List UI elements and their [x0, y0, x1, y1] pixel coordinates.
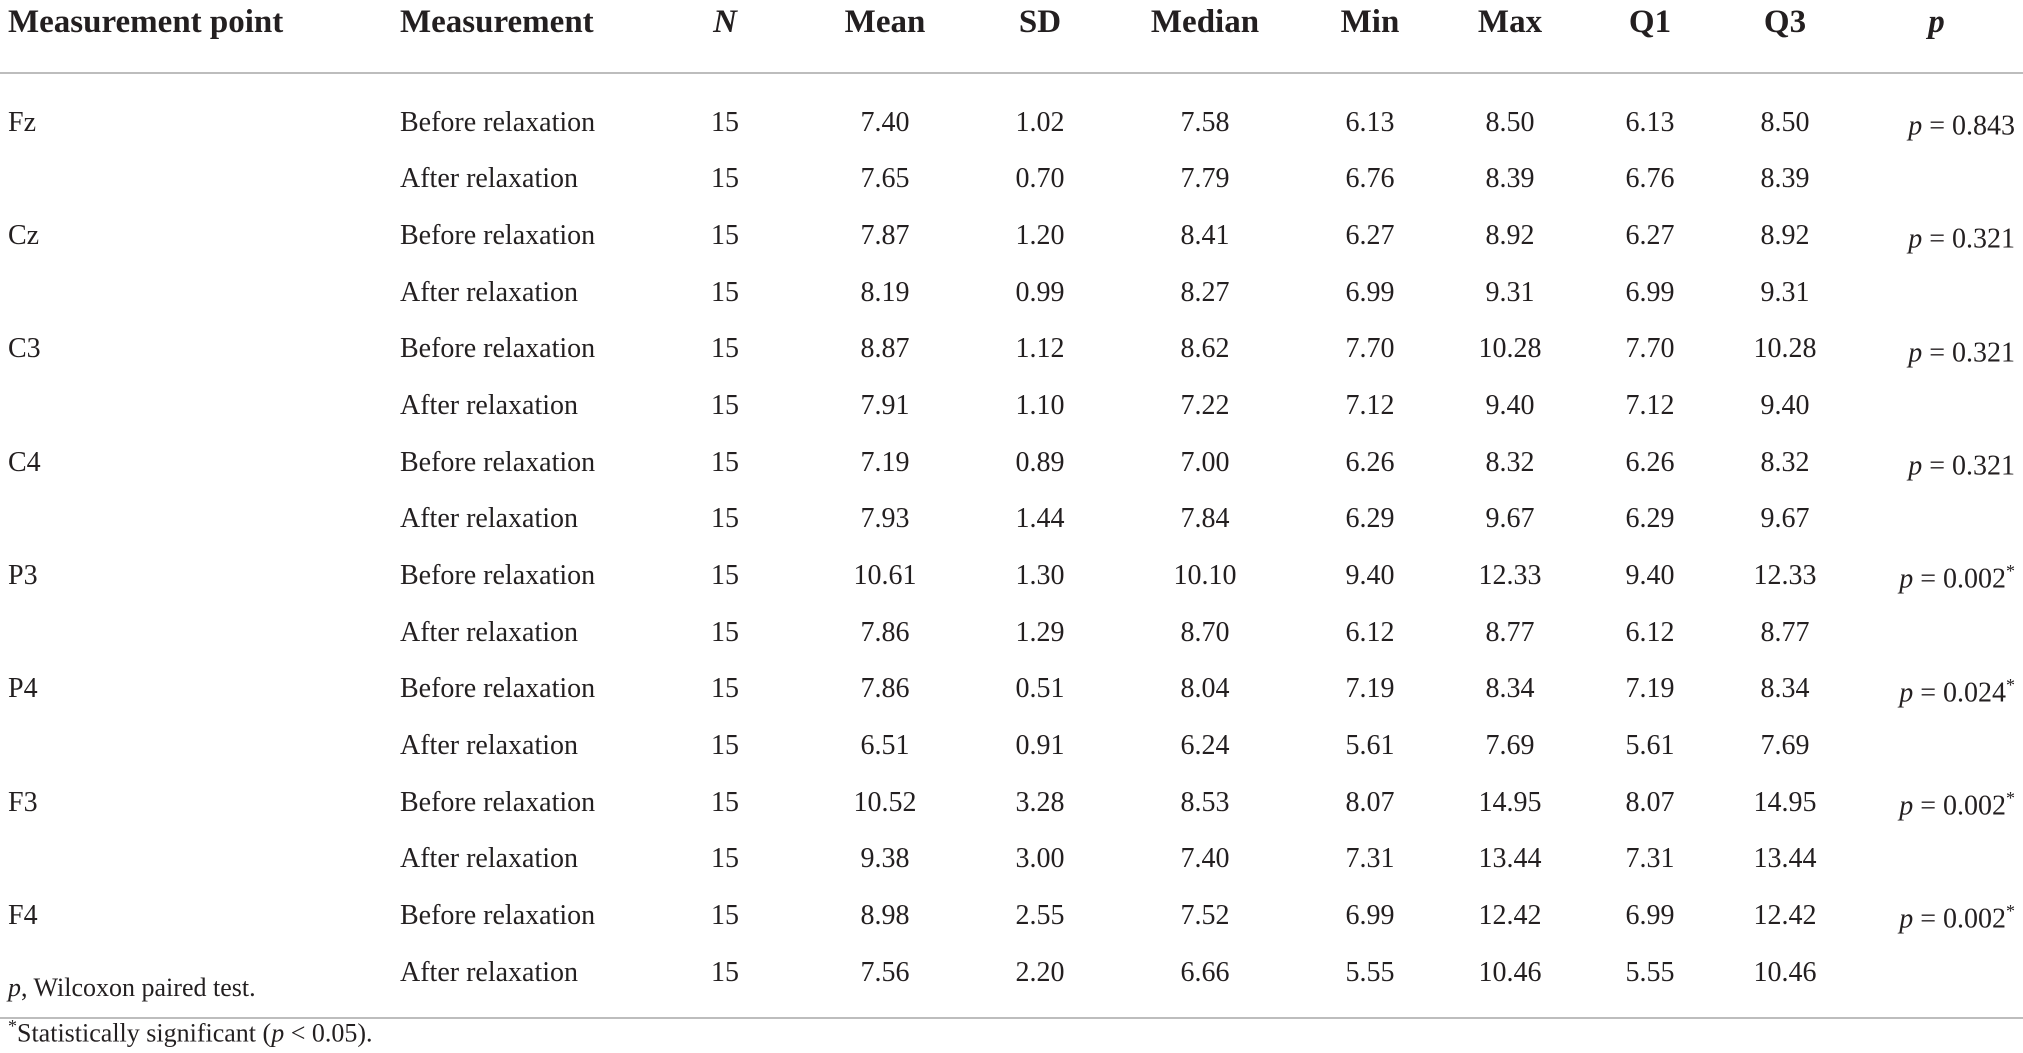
cell-p-symbol: p	[1899, 790, 1914, 822]
table-body	[0, 73, 2023, 1018]
cell-measurement: Before relaxation	[400, 786, 596, 818]
cell-p	[1850, 719, 2023, 772]
footnote-test-text: , Wilcoxon paired test.	[21, 973, 256, 1002]
cell-p-value: = 0.321	[1922, 223, 2015, 255]
table-row	[0, 432, 2023, 492]
cell-p	[1850, 152, 2023, 205]
footnote-star: *	[8, 1016, 17, 1036]
cell-min: 9.40	[1345, 559, 1395, 591]
cell-p-symbol: p	[1899, 563, 1914, 595]
cell-p-symbol: p	[1908, 336, 1923, 368]
cell-min: 8.07	[1345, 786, 1395, 818]
cell-measurement: After relaxation	[400, 276, 579, 308]
table-row	[0, 545, 2023, 605]
cell-measurement: Before relaxation	[400, 333, 596, 365]
table-row	[0, 719, 2023, 772]
cell-median: 7.58	[1180, 106, 1230, 138]
cell-p-symbol: p	[1908, 110, 1923, 142]
cell-q3: 12.42	[1753, 899, 1817, 931]
cell-q1: 8.07	[1625, 786, 1675, 818]
cell-q1: 7.70	[1625, 333, 1675, 365]
cell-min: 6.29	[1345, 503, 1395, 535]
cell-median: 8.70	[1180, 616, 1230, 648]
cell-mean: 7.65	[860, 163, 910, 195]
table-row	[0, 319, 2023, 379]
footnote-p-symbol: p	[8, 973, 21, 1002]
cell-sd: 1.12	[1015, 333, 1065, 365]
table-row	[0, 885, 2023, 945]
cell-p	[1850, 545, 2023, 605]
cell-p-value: = 0.002	[1913, 903, 2006, 935]
cell-median: 10.10	[1173, 559, 1237, 591]
cell-n: 15	[711, 219, 739, 251]
cell-max: 8.34	[1485, 673, 1535, 705]
cell-q1: 6.27	[1625, 219, 1675, 251]
cell-sd: 1.44	[1015, 503, 1065, 535]
table-row	[0, 73, 2023, 152]
table-footnotes	[8, 968, 373, 1053]
cell-n: 15	[711, 786, 739, 818]
cell-measurement-point: P4	[8, 673, 38, 705]
header-q3: Q3	[1763, 4, 1807, 40]
cell-min: 7.12	[1345, 389, 1395, 421]
cell-measurement: After relaxation	[400, 956, 579, 988]
cell-mean: 8.98	[860, 899, 910, 931]
header-measurement-point: Measurement point	[8, 4, 284, 40]
cell-mean: 7.56	[860, 956, 910, 988]
cell-min: 5.61	[1345, 729, 1395, 761]
footnote-test	[8, 968, 373, 1007]
cell-q1: 6.76	[1625, 163, 1675, 195]
cell-mean: 10.52	[853, 786, 917, 818]
cell-mean: 7.19	[860, 446, 910, 478]
cell-max: 12.42	[1478, 899, 1542, 931]
cell-p	[1850, 266, 2023, 319]
cell-mean: 8.19	[860, 276, 910, 308]
header-n: N	[713, 4, 737, 40]
cell-max: 8.32	[1485, 446, 1535, 478]
cell-min: 6.13	[1345, 106, 1395, 138]
table-header-row	[0, 0, 2023, 73]
cell-sd: 0.70	[1015, 163, 1065, 195]
cell-max: 9.67	[1485, 503, 1535, 535]
table-row	[0, 379, 2023, 432]
cell-measurement: Before relaxation	[400, 899, 596, 931]
cell-measurement-point: Fz	[8, 106, 36, 138]
cell-sd: 1.10	[1015, 389, 1065, 421]
cell-mean: 6.51	[860, 729, 910, 761]
cell-min: 6.27	[1345, 219, 1395, 251]
cell-p	[1850, 492, 2023, 545]
table-row	[0, 659, 2023, 719]
cell-p-significance: *	[2006, 674, 2015, 695]
cell-median: 7.79	[1180, 163, 1230, 195]
header-median: Median	[1150, 4, 1260, 40]
header-measurement: Measurement	[400, 4, 594, 40]
cell-measurement: After relaxation	[400, 389, 579, 421]
cell-min: 7.19	[1345, 673, 1395, 705]
cell-mean: 7.87	[860, 219, 910, 251]
table-row	[0, 606, 2023, 659]
cell-min: 7.31	[1345, 843, 1395, 875]
cell-p	[1850, 885, 2023, 945]
cell-max: 8.50	[1485, 106, 1535, 138]
header-max: Max	[1477, 4, 1543, 40]
table-row	[0, 205, 2023, 265]
cell-min: 6.76	[1345, 163, 1395, 195]
cell-median: 8.53	[1180, 786, 1230, 818]
cell-n: 15	[711, 616, 739, 648]
cell-median: 6.66	[1180, 956, 1230, 988]
cell-measurement-point	[0, 379, 400, 432]
cell-n: 15	[711, 956, 739, 988]
cell-min: 7.70	[1345, 333, 1395, 365]
cell-median: 8.41	[1180, 219, 1230, 251]
cell-p	[1850, 432, 2023, 492]
cell-mean: 7.86	[860, 673, 910, 705]
cell-p-value: = 0.002	[1913, 790, 2006, 822]
cell-q3: 7.69	[1760, 729, 1810, 761]
cell-max: 13.44	[1478, 843, 1542, 875]
cell-measurement-point: C4	[8, 446, 41, 478]
cell-q3: 8.34	[1760, 673, 1810, 705]
cell-measurement: After relaxation	[400, 163, 579, 195]
cell-p	[1850, 659, 2023, 719]
cell-p-symbol: p	[1899, 903, 1914, 935]
cell-q1: 6.29	[1625, 503, 1675, 535]
cell-measurement: Before relaxation	[400, 219, 596, 251]
cell-measurement: Before relaxation	[400, 559, 596, 591]
cell-measurement: Before relaxation	[400, 446, 596, 478]
cell-p	[1850, 772, 2023, 832]
cell-p-symbol: p	[1899, 676, 1914, 708]
cell-n: 15	[711, 899, 739, 931]
cell-measurement-point: P3	[8, 559, 38, 591]
cell-measurement: Before relaxation	[400, 673, 596, 705]
cell-q1: 6.99	[1625, 899, 1675, 931]
cell-median: 7.40	[1180, 843, 1230, 875]
header-sd: SD	[1018, 4, 1062, 40]
cell-min: 6.26	[1345, 446, 1395, 478]
cell-q1: 6.12	[1625, 616, 1675, 648]
cell-measurement-point	[0, 832, 400, 885]
cell-n: 15	[711, 389, 739, 421]
cell-mean: 7.91	[860, 389, 910, 421]
cell-q1: 7.31	[1625, 843, 1675, 875]
cell-measurement: After relaxation	[400, 729, 579, 761]
table-row	[0, 772, 2023, 832]
cell-q3: 9.67	[1760, 503, 1810, 535]
cell-p-value: = 0.321	[1922, 450, 2015, 482]
cell-q3: 9.31	[1760, 276, 1810, 308]
cell-measurement-point: F3	[8, 786, 38, 818]
cell-q1: 6.13	[1625, 106, 1675, 138]
cell-median: 7.00	[1180, 446, 1230, 478]
cell-max: 10.46	[1478, 956, 1542, 988]
cell-n: 15	[711, 559, 739, 591]
cell-min: 5.55	[1345, 956, 1395, 988]
cell-measurement: After relaxation	[400, 503, 579, 535]
cell-max: 8.77	[1485, 616, 1535, 648]
footnote-significance	[8, 1007, 373, 1053]
cell-q1: 6.26	[1625, 446, 1675, 478]
cell-sd: 1.30	[1015, 559, 1065, 591]
header-q1: Q1	[1628, 4, 1672, 40]
cell-median: 7.22	[1180, 389, 1230, 421]
cell-measurement-point	[0, 266, 400, 319]
cell-q3: 9.40	[1760, 389, 1810, 421]
cell-p	[1850, 606, 2023, 659]
cell-n: 15	[711, 673, 739, 705]
cell-measurement-point: C3	[8, 333, 41, 365]
cell-max: 8.39	[1485, 163, 1535, 195]
cell-max: 10.28	[1478, 333, 1542, 365]
cell-median: 8.27	[1180, 276, 1230, 308]
footnote-sig-p-symbol: p	[271, 1018, 285, 1048]
cell-q3: 13.44	[1753, 843, 1817, 875]
cell-measurement-point: F4	[8, 899, 38, 931]
cell-p-value: = 0.843	[1922, 110, 2015, 142]
cell-measurement-point	[0, 492, 400, 545]
cell-n: 15	[711, 333, 739, 365]
cell-measurement: Before relaxation	[400, 106, 596, 138]
header-min: Min	[1340, 4, 1400, 40]
cell-sd: 1.02	[1015, 106, 1065, 138]
cell-measurement-point	[0, 606, 400, 659]
cell-q1: 7.12	[1625, 389, 1675, 421]
cell-q3: 8.77	[1760, 616, 1810, 648]
cell-mean: 8.87	[860, 333, 910, 365]
footnote-sig-text-a: Statistically significant (	[17, 1018, 272, 1048]
table-row	[0, 266, 2023, 319]
cell-p	[1850, 73, 2023, 152]
cell-p-value: = 0.321	[1922, 336, 2015, 368]
cell-mean: 7.86	[860, 616, 910, 648]
cell-max: 12.33	[1478, 559, 1542, 591]
cell-sd: 0.51	[1015, 673, 1065, 705]
cell-min: 6.12	[1345, 616, 1395, 648]
cell-sd: 3.00	[1015, 843, 1065, 875]
cell-n: 15	[711, 503, 739, 535]
cell-n: 15	[711, 276, 739, 308]
cell-p	[1850, 205, 2023, 265]
cell-sd: 1.29	[1015, 616, 1065, 648]
cell-p	[1850, 946, 2023, 1018]
cell-measurement: After relaxation	[400, 843, 579, 875]
cell-sd: 0.99	[1015, 276, 1065, 308]
cell-measurement-point	[0, 152, 400, 205]
cell-sd: 2.20	[1015, 956, 1065, 988]
cell-sd: 0.91	[1015, 729, 1065, 761]
cell-p-significance: *	[2006, 787, 2015, 808]
cell-n: 15	[711, 729, 739, 761]
footnote-sig-text-b: < 0.05).	[284, 1018, 373, 1048]
cell-q3: 12.33	[1753, 559, 1817, 591]
cell-q1: 7.19	[1625, 673, 1675, 705]
cell-p-value: = 0.024	[1913, 676, 2006, 708]
cell-max: 8.92	[1485, 219, 1535, 251]
cell-q1: 6.99	[1625, 276, 1675, 308]
cell-measurement: After relaxation	[400, 616, 579, 648]
cell-sd: 1.20	[1015, 219, 1065, 251]
cell-p	[1850, 832, 2023, 885]
cell-q1: 5.61	[1625, 729, 1675, 761]
cell-min: 6.99	[1345, 276, 1395, 308]
cell-max: 14.95	[1478, 786, 1542, 818]
cell-n: 15	[711, 446, 739, 478]
cell-p-significance: *	[2006, 561, 2015, 582]
cell-measurement-point	[0, 719, 400, 772]
cell-q3: 8.39	[1760, 163, 1810, 195]
table-row	[0, 832, 2023, 885]
cell-n: 15	[711, 106, 739, 138]
cell-median: 8.62	[1180, 333, 1230, 365]
cell-n: 15	[711, 163, 739, 195]
table-row	[0, 152, 2023, 205]
cell-sd: 2.55	[1015, 899, 1065, 931]
cell-q1: 9.40	[1625, 559, 1675, 591]
cell-mean: 10.61	[853, 559, 917, 591]
cell-mean: 9.38	[860, 843, 910, 875]
cell-n: 15	[711, 843, 739, 875]
cell-q3: 8.92	[1760, 219, 1810, 251]
cell-measurement-point: Cz	[8, 219, 40, 251]
cell-p-value: = 0.002	[1913, 563, 2006, 595]
table-row	[0, 492, 2023, 545]
cell-p-symbol: p	[1908, 450, 1923, 482]
cell-p-symbol: p	[1908, 223, 1923, 255]
cell-sd: 0.89	[1015, 446, 1065, 478]
cell-mean: 7.93	[860, 503, 910, 535]
cell-p	[1850, 379, 2023, 432]
cell-q3: 14.95	[1753, 786, 1817, 818]
cell-median: 7.52	[1180, 899, 1230, 931]
cell-median: 7.84	[1180, 503, 1230, 535]
cell-p-significance: *	[2006, 901, 2015, 922]
cell-sd: 3.28	[1015, 786, 1065, 818]
cell-max: 9.40	[1485, 389, 1535, 421]
cell-mean: 7.40	[860, 106, 910, 138]
cell-p	[1850, 319, 2023, 379]
cell-q3: 10.28	[1753, 333, 1817, 365]
cell-min: 6.99	[1345, 899, 1395, 931]
cell-q3: 8.32	[1760, 446, 1810, 478]
cell-q1: 5.55	[1625, 956, 1675, 988]
cell-q3: 8.50	[1760, 106, 1810, 138]
cell-max: 7.69	[1485, 729, 1535, 761]
cell-median: 8.04	[1180, 673, 1230, 705]
header-p: p	[1928, 4, 1945, 40]
cell-max: 9.31	[1485, 276, 1535, 308]
cell-median: 6.24	[1180, 729, 1230, 761]
cell-q3: 10.46	[1753, 956, 1817, 988]
header-mean: Mean	[844, 4, 926, 40]
